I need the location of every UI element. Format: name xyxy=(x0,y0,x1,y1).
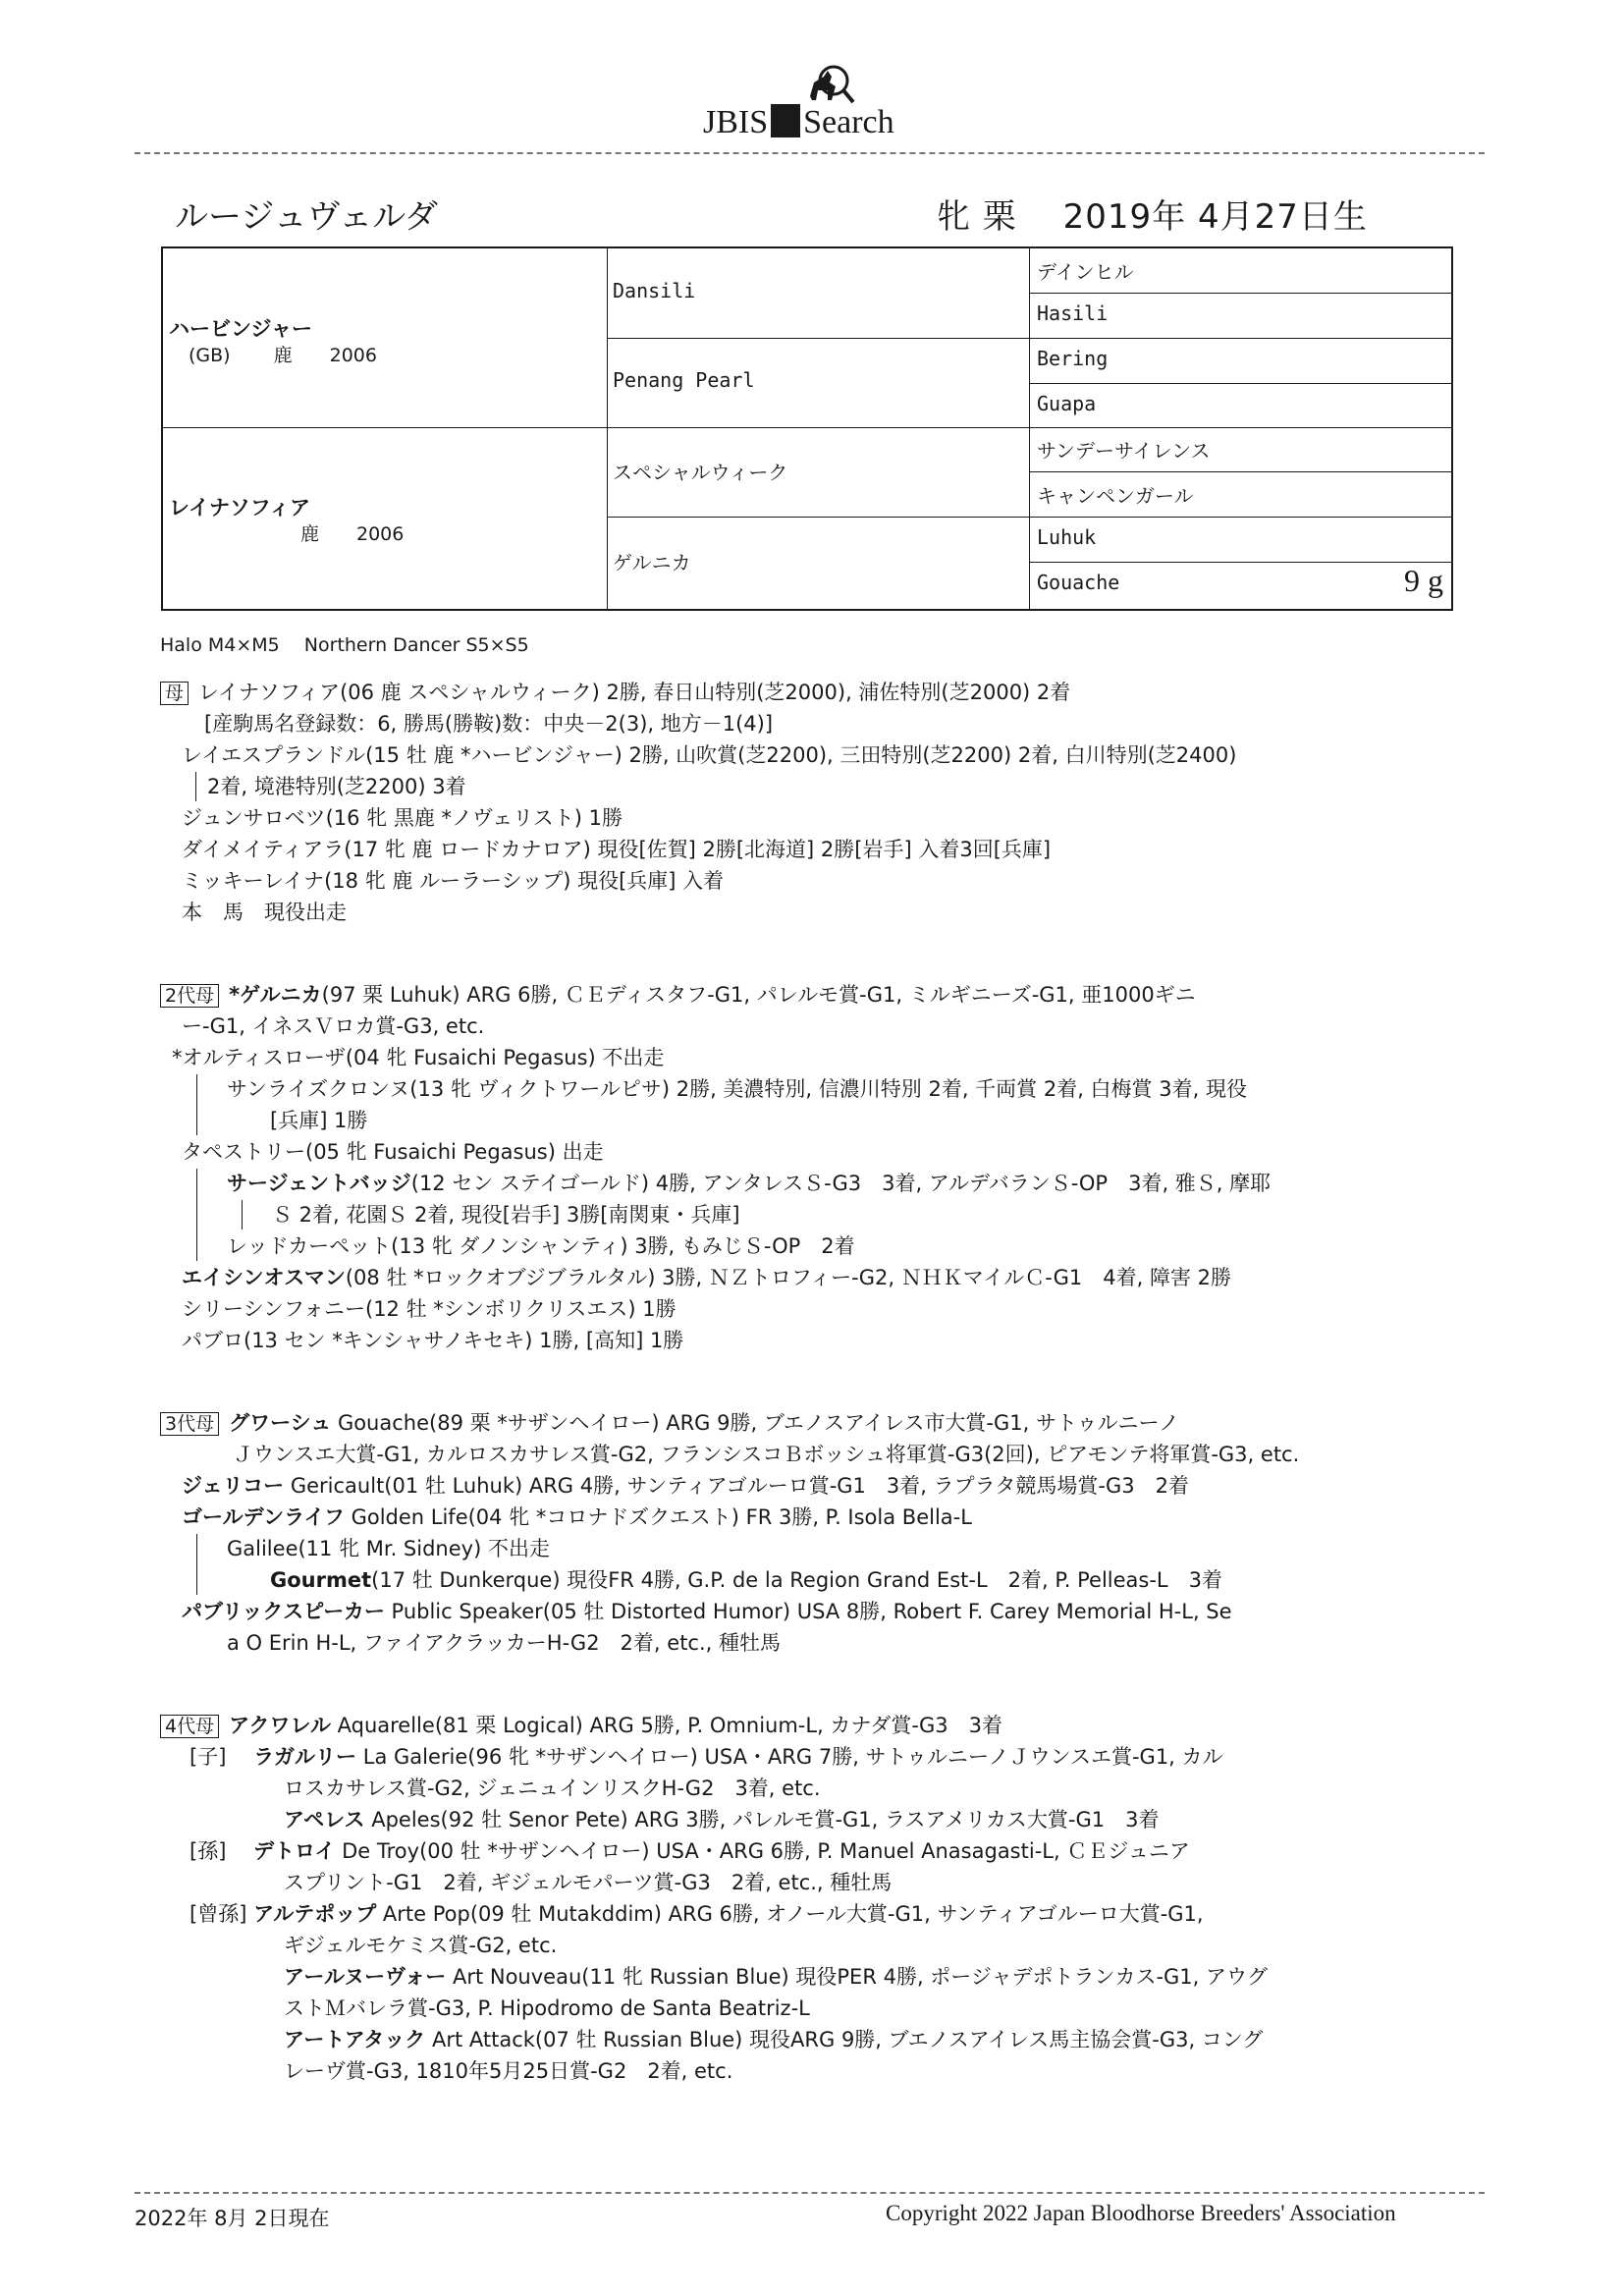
logo-box xyxy=(771,104,800,137)
gen3-7: Luhuk xyxy=(1037,525,1097,549)
horse-name-bold: ラガルリー xyxy=(253,1745,357,1769)
record-text: (97 栗 Luhuk) ARG 6勝, ＣＥディスタフ-G1, パレルモ賞-G1, ミルギニーズ-G1, 亜1000ギニ xyxy=(321,983,1196,1007)
gen2-sire-sire: Dansili xyxy=(613,279,696,302)
record-text: ジュンサロベツ(16 牝 黒鹿 *ノヴェリスト) 1勝 xyxy=(182,806,623,830)
gen3-1: デインヒル xyxy=(1037,260,1134,284)
record-text: Gouache(89 栗 *サザンヘイロー) ARG 9勝, ブエノスアイレス市大賞-G1, サトゥルニーノ xyxy=(331,1411,1180,1435)
horse-name-bold: サージェントバッジ xyxy=(227,1172,411,1195)
horse-name-bold: パブリックスピーカー xyxy=(182,1600,385,1623)
record-text: 2着, 境港特別(芝2200) 3着 xyxy=(207,775,466,798)
record-text: a O Erin H-L, ファイアクラッカーH-G2 2着, etc., 種牡馬 xyxy=(227,1631,781,1655)
connector-bar xyxy=(196,1074,197,1135)
section-line xyxy=(182,803,623,833)
horse-name-bold: アペレス xyxy=(284,1808,365,1831)
section-line xyxy=(189,1742,1223,1772)
logo-jbis: JBIS xyxy=(703,104,769,140)
dam-name: レイナソフィア xyxy=(169,496,311,519)
record-text: シリーシンフォニー(12 牡 *シンボリクリスエス) 1勝 xyxy=(182,1297,677,1321)
section-line xyxy=(233,1440,1299,1469)
record-text: Ｓ 2着, 花園Ｓ 2着, 現役[岩手] 3勝[南関東・兵庫] xyxy=(272,1203,740,1227)
footer-copyright: Copyright 2022 Japan Bloodhorse Breeders' Association xyxy=(886,2201,1396,2225)
record-text: (12 セン ステイゴールド) 4勝, アンタレスＳ-G3 3着, アルデバランＳ-OP 3着, 雅Ｓ, 摩耶 xyxy=(410,1172,1272,1195)
record-text: [兵庫] 1勝 xyxy=(270,1109,368,1132)
record-text: Galilee(11 牝 Mr. Sidney) 不出走 xyxy=(227,1537,550,1560)
sire-info: (GB) 鹿 2006 xyxy=(189,345,377,366)
logo-text xyxy=(703,104,894,141)
gen3-6: キャンペンガール xyxy=(1037,484,1194,508)
section-line xyxy=(284,1931,557,1960)
gen3-5: サンデーサイレンス xyxy=(1037,439,1211,463)
section-line xyxy=(207,772,466,801)
record-text: ミッキーレイナ(18 牝 鹿 ルーラーシップ) 現役[兵庫] 入着 xyxy=(182,869,725,893)
record-text: レイナソフィア(06 鹿 スペシャルウィーク) 2勝, 春日山特別(芝2000), 浦佐特別(芝2000) 2着 xyxy=(198,681,1071,704)
gen2-dam-dam: ゲルニカ xyxy=(613,551,691,574)
section-tag: 母 xyxy=(160,682,189,705)
section-head-line xyxy=(160,1408,1179,1438)
section-head-line xyxy=(160,678,1070,707)
record-text: Golden Life(04 牝 *コロナドズクエスト) FR 3勝, P. Isola Bella-L xyxy=(344,1505,972,1529)
record-text: [子] xyxy=(189,1745,254,1769)
horse-name: ルージュヴェルダ xyxy=(175,197,438,237)
section-line xyxy=(172,1043,664,1072)
section-line xyxy=(270,1565,1222,1595)
record-text: タペストリー(05 牝 Fusaichi Pegasus) 出走 xyxy=(182,1140,604,1164)
horse-name-bold: アクワレル xyxy=(229,1714,331,1737)
record-text: (08 牡 *ロックオブジブラルタル) 3勝, ＮＺトロフィー-G2, ＮＨＫマイルＣ-G1 4着, 障害 2勝 xyxy=(345,1266,1232,1289)
section-line xyxy=(227,1534,550,1563)
section-line xyxy=(182,1471,1189,1501)
section-tag: 4代母 xyxy=(160,1715,219,1738)
record-text: ダイメイティアラ(17 牝 鹿 ロードカナロア) 現役[佐賀] 2勝[北海道] 2勝[岩手] 入着3回[兵庫] xyxy=(182,838,1052,861)
section-head-line xyxy=(160,1711,1002,1740)
section-line xyxy=(182,1503,972,1532)
gen3-2: Hasili xyxy=(1037,301,1109,325)
record-text: Ｊウンスエ大賞-G1, カルロスカサレス賞-G2, フランシスコＢボッシュ将軍賞-G3(2回), ピアモンテ将軍賞-G3, etc. xyxy=(233,1443,1300,1466)
gen3-4: Guapa xyxy=(1037,392,1097,415)
section-line xyxy=(182,1011,484,1041)
gen3-8: Gouache xyxy=(1037,571,1120,594)
gen2-sire-dam: Penang Pearl xyxy=(613,368,755,392)
record-text: *オルティスローザ(04 牝 Fusaichi Pegasus) 不出走 xyxy=(172,1046,665,1069)
record-text: ギジェルモケミス賞-G2, etc. xyxy=(284,1934,558,1957)
section-line xyxy=(284,1805,1159,1834)
record-text: レッドカーペット(13 牝 ダノンシャンティ) 3勝, もみじＳ-OP 2着 xyxy=(227,1234,855,1258)
section-line xyxy=(182,866,724,896)
section-tag: 3代母 xyxy=(160,1412,219,1436)
section-line xyxy=(284,1774,821,1803)
record-text: サンライズクロンヌ(13 牝 ヴィクトワールピサ) 2勝, 美濃特別, 信濃川特別 2着, 千両賞 2着, 白梅賞 3着, 現役 xyxy=(227,1077,1247,1101)
connector-bar xyxy=(196,1169,197,1261)
family-number: 9 g xyxy=(1404,563,1443,598)
record-text: [孫] xyxy=(189,1839,254,1863)
horse-name-bold: グワーシュ xyxy=(229,1411,332,1435)
section-line xyxy=(284,2056,732,2086)
record-text: Art Nouveau(11 牝 Russian Blue) 現役PER 4勝, ポージャデポトランカス-G1, アウグ xyxy=(446,1965,1269,1989)
section-line xyxy=(189,1899,1204,1929)
record-text: Gericault(01 牡 Luhuk) ARG 4勝, サンティアゴルーロ賞-G1 3着, ラプラタ競馬場賞-G3 2着 xyxy=(284,1474,1189,1498)
section-line xyxy=(182,898,347,927)
section-line xyxy=(227,1074,1247,1104)
record-text: ー-G1, イネスＶロカ賞-G3, etc. xyxy=(182,1014,485,1038)
record-text: 本 馬 現役出走 xyxy=(182,901,347,924)
record-text: レーヴ賞-G3, 1810年5月25日賞-G2 2着, etc. xyxy=(284,2059,733,2083)
gen2-dam-sire: スペシャルウィーク xyxy=(613,461,788,484)
record-text: [曾孫] xyxy=(189,1902,254,1926)
horse-name-bold: アートアタック xyxy=(284,2028,426,2051)
record-text: パブロ(13 セン *キンシャサノキセキ) 1勝, [高知] 1勝 xyxy=(182,1329,684,1352)
section-line xyxy=(182,1294,677,1324)
section-line xyxy=(182,1263,1231,1292)
record-text: (17 牡 Dunkerque) 現役FR 4勝, G.P. de la Region Grand Est-L 2着, P. Pelleas-L 3着 xyxy=(371,1568,1222,1592)
horse-magnifier-icon xyxy=(796,61,855,108)
section-line xyxy=(272,1200,740,1230)
section-line xyxy=(270,1106,367,1135)
horse-name-bold: Gourmet xyxy=(270,1568,372,1592)
section-line xyxy=(182,1597,1232,1626)
horse-birth: 牝 栗 2019年 4月27日生 xyxy=(937,197,1368,237)
horse-name-bold: アールヌーヴォー xyxy=(284,1965,447,1989)
horse-name-bold: ゴールデンライフ xyxy=(182,1505,345,1529)
section-line xyxy=(204,709,773,738)
section-line xyxy=(227,1628,781,1658)
record-text: Arte Pop(09 牡 Mutakddim) ARG 6勝, オノール大賞-G1, サンティアゴルーロ大賞-G1, xyxy=(376,1902,1204,1926)
dam-info: 鹿 2006 xyxy=(300,523,405,545)
section-tag: 2代母 xyxy=(160,984,219,1008)
record-text: ロスカサレス賞-G2, ジェニュインリスクH-G2 3着, etc. xyxy=(284,1777,821,1800)
record-text: レイエスプランドル(15 牡 鹿 *ハービンジャー) 2勝, 山吹賞(芝2200), 三田特別(芝2200) 2着, 白川特別(芝2400) xyxy=(182,743,1237,767)
section-head-line xyxy=(160,980,1196,1010)
section-line xyxy=(227,1231,855,1261)
horse-name-bold: デトロイ xyxy=(253,1839,336,1863)
record-text: La Galerie(96 牝 *サザンヘイロー) USA・ARG 7勝, サトゥルニーノＪウンスエ賞-G1, カル xyxy=(356,1745,1223,1769)
pedigree-table xyxy=(161,246,1453,611)
connector-bar xyxy=(196,1534,197,1595)
record-text: De Troy(00 牡 *サザンヘイロー) USA・ARG 6勝, P. Manuel Anasagasti-L, ＣＥジュニア xyxy=(335,1839,1190,1863)
section-line xyxy=(227,1169,1271,1198)
horse-name-bold: エイシンオスマン xyxy=(182,1266,346,1289)
footer-divider xyxy=(135,2192,1485,2194)
record-text: スプリント-G1 2着, ギジェルモパーツ賞-G3 2着, etc., 種牡馬 xyxy=(284,1871,893,1894)
gen3-3: Bering xyxy=(1037,347,1109,370)
inbreeding: Halo M4×M5 Northern Dancer S5×S5 xyxy=(160,634,529,656)
record-text: [産駒馬名登録数：6, 勝馬(勝鞍)数：中央－2(3), 地方－1(4)] xyxy=(204,712,774,736)
section-line xyxy=(284,2025,1263,2054)
connector-bar xyxy=(242,1200,243,1230)
section-line xyxy=(284,1962,1268,1992)
section-line xyxy=(284,1994,810,2023)
section-line xyxy=(284,1868,892,1897)
header-divider xyxy=(135,152,1485,154)
record-text: Public Speaker(05 牡 Distorted Humor) USA 8勝, Robert F. Carey Memorial H-L, Se xyxy=(384,1600,1232,1623)
logo-search: Search xyxy=(803,104,894,140)
connector-bar xyxy=(195,772,196,801)
record-text: ストＭバレラ賞-G3, P. Hipodromo de Santa Beatriz-L xyxy=(284,1996,810,2020)
section-line xyxy=(182,1137,604,1167)
jbis-search-logo xyxy=(703,61,939,149)
sire-name: ハービンジャー xyxy=(169,317,313,341)
section-line xyxy=(189,1836,1190,1866)
horse-name-bold: *ゲルニカ xyxy=(229,983,322,1007)
horse-name-bold: アルテポップ xyxy=(253,1902,377,1926)
record-text: Aquarelle(81 栗 Logical) ARG 5勝, P. Omnium-L, カナダ賞-G3 3着 xyxy=(330,1714,1002,1737)
section-line xyxy=(182,835,1051,864)
footer-date: 2022年 8月 2日現在 xyxy=(135,2207,330,2230)
section-line xyxy=(182,1326,683,1355)
section-line xyxy=(182,740,1236,770)
horse-name-bold: ジェリコー xyxy=(182,1474,285,1498)
record-text: Art Attack(07 牡 Russian Blue) 現役ARG 9勝, ブエノスアイレス馬主協会賞-G3, コング xyxy=(425,2028,1264,2051)
record-text: Apeles(92 牡 Senor Pete) ARG 3勝, パレルモ賞-G1, ラスアメリカス大賞-G1 3着 xyxy=(364,1808,1160,1831)
